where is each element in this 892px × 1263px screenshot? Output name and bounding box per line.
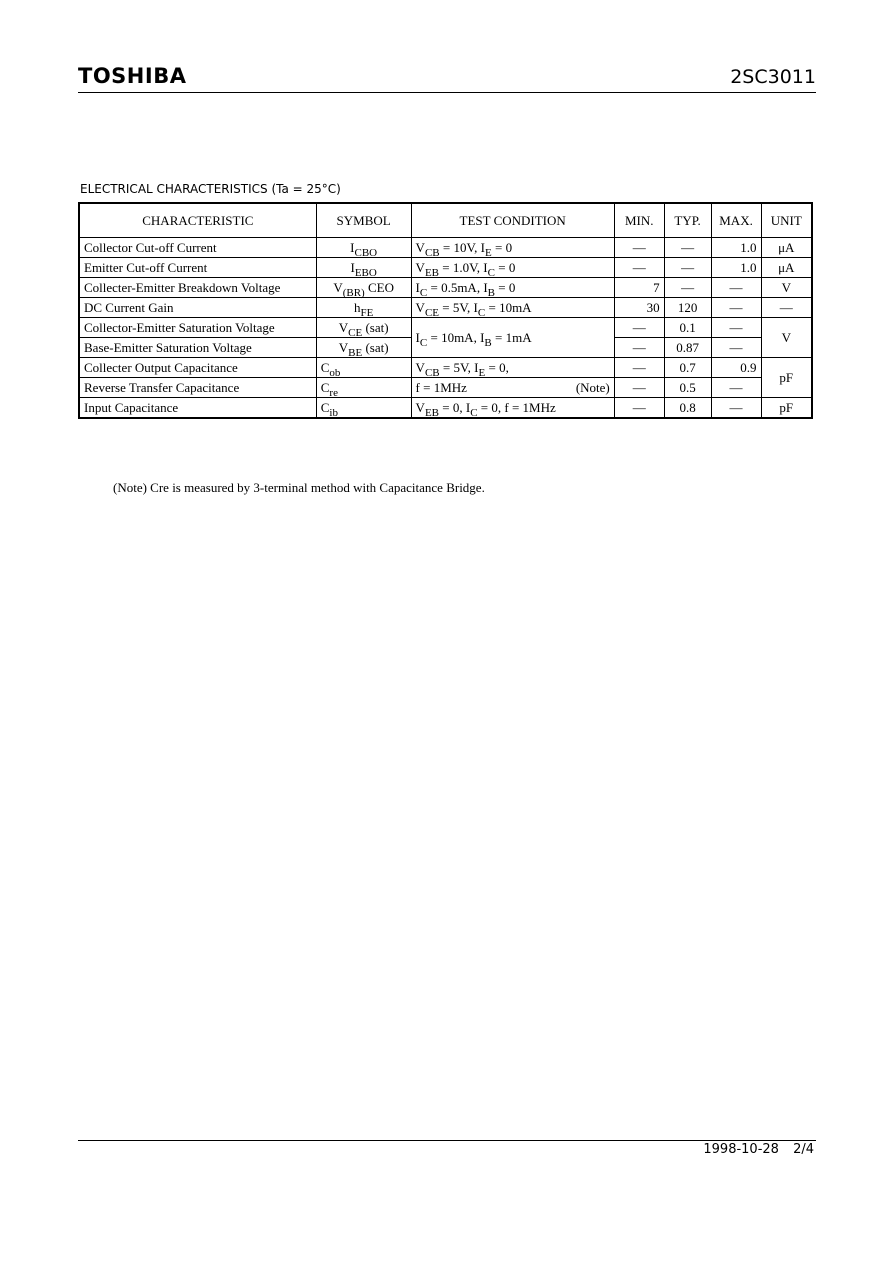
min-cell: — <box>614 318 664 338</box>
min-cell: — <box>614 358 664 378</box>
part-number: 2SC3011 <box>730 66 816 88</box>
typ-cell: 120 <box>664 298 711 318</box>
characteristic-cell: Reverse Transfer Capacitance <box>79 378 316 398</box>
typ-cell: 0.5 <box>664 378 711 398</box>
table-row <box>79 358 812 378</box>
characteristic-cell: Collector-Emitter Saturation Voltage <box>79 318 316 338</box>
condition-cell: $V_{CB} = 10V$, $I_E = 0$ <box>411 238 614 258</box>
typ-cell: 0.7 <box>664 358 711 378</box>
symbol-cell: $I_{CBO}$ <box>316 238 411 258</box>
typ-cell: 0.87 <box>664 338 711 358</box>
characteristic-cell: Base-Emitter Saturation Voltage <box>79 338 316 358</box>
typ-cell: 0.8 <box>664 398 711 419</box>
min-cell: — <box>614 258 664 278</box>
footer-date: 1998-10-28 <box>703 1142 779 1157</box>
electrical-characteristics-table <box>78 202 813 419</box>
unit-cell: V <box>761 278 812 298</box>
header-characteristic: CHARACTERISTIC <box>79 203 316 238</box>
table-row <box>79 378 812 398</box>
max-cell: — <box>711 298 761 318</box>
characteristic-cell: DC Current Gain <box>79 298 316 318</box>
table-note: (Note) Cre is measured by 3-terminal method with Capacitance Bridge. <box>113 480 485 495</box>
typ-cell: — <box>664 278 711 298</box>
max-cell: — <box>711 338 761 358</box>
header-typ: TYP. <box>664 203 711 238</box>
typ-cell: — <box>664 238 711 258</box>
condition-text: f = 1MHz <box>415 380 467 395</box>
unit-cell: pF <box>761 358 812 398</box>
symbol-cell: $C_{ob}$ <box>316 358 411 378</box>
characteristic-cell: Collector Cut-off Current <box>79 238 316 258</box>
header-min: MIN. <box>614 203 664 238</box>
min-cell: — <box>614 238 664 258</box>
unit-cell: μA <box>761 238 812 258</box>
page-footer <box>693 1142 814 1157</box>
section-title: ELECTRICAL CHARACTERISTICS (Ta = 25°C) <box>80 182 341 196</box>
min-cell: 30 <box>614 298 664 318</box>
header-max: MAX. <box>711 203 761 238</box>
max-cell: — <box>711 378 761 398</box>
characteristic-cell: Emitter Cut-off Current <box>79 258 316 278</box>
condition-cell: $V_{EB} = 0$, $I_C = 0$, f = 1MHz <box>411 398 614 419</box>
max-cell: — <box>711 398 761 419</box>
footer-divider <box>78 1140 816 1141</box>
min-cell: — <box>614 398 664 419</box>
brand-logo: TOSHIBA <box>78 64 187 88</box>
header-unit: UNIT <box>761 203 812 238</box>
symbol-cell: $C_{ib}$ <box>316 398 411 419</box>
max-cell: 1.0 <box>711 258 761 278</box>
table-row <box>79 238 812 258</box>
symbol-cell: $C_{re}$ <box>316 378 411 398</box>
min-cell: — <box>614 338 664 358</box>
max-cell: 1.0 <box>711 238 761 258</box>
min-cell: 7 <box>614 278 664 298</box>
header-test-condition: TEST CONDITION <box>411 203 614 238</box>
table-row <box>79 298 812 318</box>
typ-cell: — <box>664 258 711 278</box>
page-header <box>78 62 816 93</box>
note-ref: (Note) <box>575 380 610 395</box>
condition-cell: $I_C = 10mA$, $I_B = 1mA$ <box>411 318 614 358</box>
characteristic-cell: Input Capacitance <box>79 398 316 419</box>
symbol-cell: $I_{EBO}$ <box>316 258 411 278</box>
max-cell: — <box>711 278 761 298</box>
table-row <box>79 318 812 338</box>
condition-cell: $V_{EB} = 1.0V$, $I_C = 0$ <box>411 258 614 278</box>
page-number: 2/4 <box>793 1142 814 1157</box>
min-cell: — <box>614 378 664 398</box>
condition-cell: $V_{CE} = 5V$, $I_C = 10mA$ <box>411 298 614 318</box>
max-cell: — <box>711 318 761 338</box>
characteristic-cell: Collecter Output Capacitance <box>79 358 316 378</box>
symbol-cell: $V_{CE}$ (sat) <box>316 318 411 338</box>
symbol-cell: $V_{BE}$ (sat) <box>316 338 411 358</box>
table-header-row <box>79 203 812 238</box>
table-row <box>79 258 812 278</box>
table-row <box>79 398 812 419</box>
unit-cell: μA <box>761 258 812 278</box>
characteristic-cell: Collecter-Emitter Breakdown Voltage <box>79 278 316 298</box>
typ-cell: 0.1 <box>664 318 711 338</box>
symbol-cell: $h_{FE}$ <box>316 298 411 318</box>
unit-cell: — <box>761 298 812 318</box>
condition-cell: $I_C = 0.5mA$, $I_B = 0$ <box>411 278 614 298</box>
table-row <box>79 278 812 298</box>
unit-cell: pF <box>761 398 812 419</box>
condition-cell <box>411 378 614 398</box>
unit-cell: V <box>761 318 812 358</box>
header-symbol: SYMBOL <box>316 203 411 238</box>
condition-cell: $V_{CB} = 5V$, $I_E = 0$, <box>411 358 614 378</box>
symbol-cell: $V_{(BR)}$ CEO <box>316 278 411 298</box>
max-cell: 0.9 <box>711 358 761 378</box>
